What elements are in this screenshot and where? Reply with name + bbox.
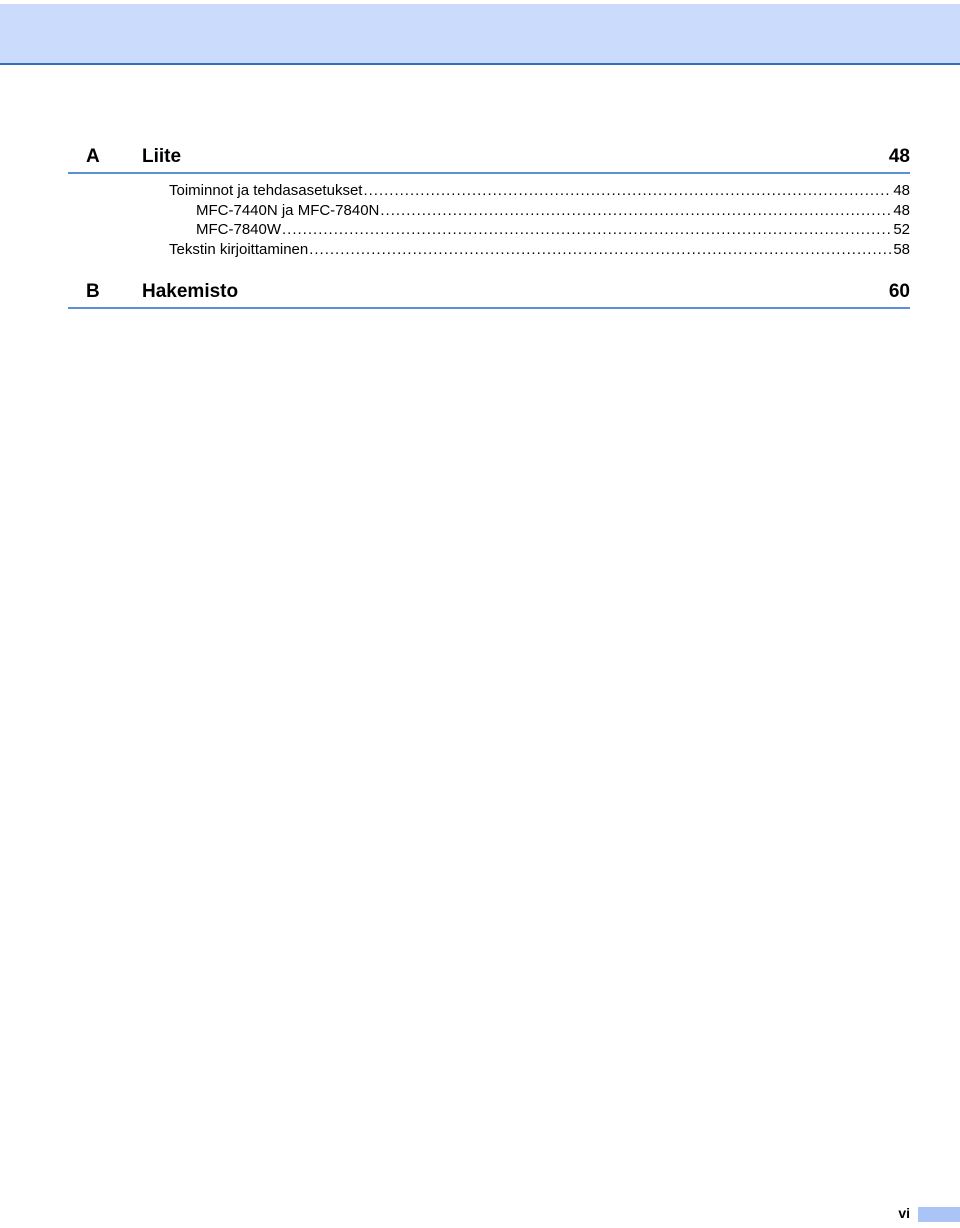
toc-entry-page: 48 bbox=[893, 202, 910, 219]
toc-entry-page: 48 bbox=[893, 182, 910, 199]
toc-entry-text: MFC-7840W bbox=[196, 221, 282, 238]
chapter-heading-a[interactable] bbox=[68, 146, 910, 174]
chapter-letter: B bbox=[86, 281, 100, 302]
header-band bbox=[0, 4, 960, 65]
dot-leader bbox=[282, 220, 892, 239]
toc-entry[interactable] bbox=[196, 220, 910, 239]
chapter-page-number: 60 bbox=[888, 281, 910, 302]
dot-leader bbox=[309, 240, 892, 259]
toc-entry[interactable] bbox=[196, 201, 910, 220]
footer-tab bbox=[918, 1207, 960, 1222]
toc-entry-page: 58 bbox=[893, 241, 910, 258]
chapter-title: Hakemisto bbox=[142, 281, 239, 302]
page-number-footer: vi bbox=[898, 1205, 910, 1221]
dot-leader bbox=[380, 201, 892, 220]
toc-entry-text: Toiminnot ja tehdasasetukset bbox=[169, 182, 363, 199]
toc-entry-text: MFC-7440N ja MFC-7840N bbox=[196, 202, 380, 219]
toc-entry[interactable] bbox=[169, 240, 910, 259]
toc-entry[interactable] bbox=[169, 181, 910, 200]
toc-entry-text: Tekstin kirjoittaminen bbox=[169, 241, 309, 258]
dot-leader bbox=[363, 181, 892, 200]
chapter-heading-b[interactable] bbox=[68, 281, 910, 309]
chapter-letter: A bbox=[86, 146, 100, 167]
chapter-title: Liite bbox=[142, 146, 182, 167]
chapter-page-number: 48 bbox=[888, 146, 910, 167]
toc-entry-page: 52 bbox=[893, 221, 910, 238]
